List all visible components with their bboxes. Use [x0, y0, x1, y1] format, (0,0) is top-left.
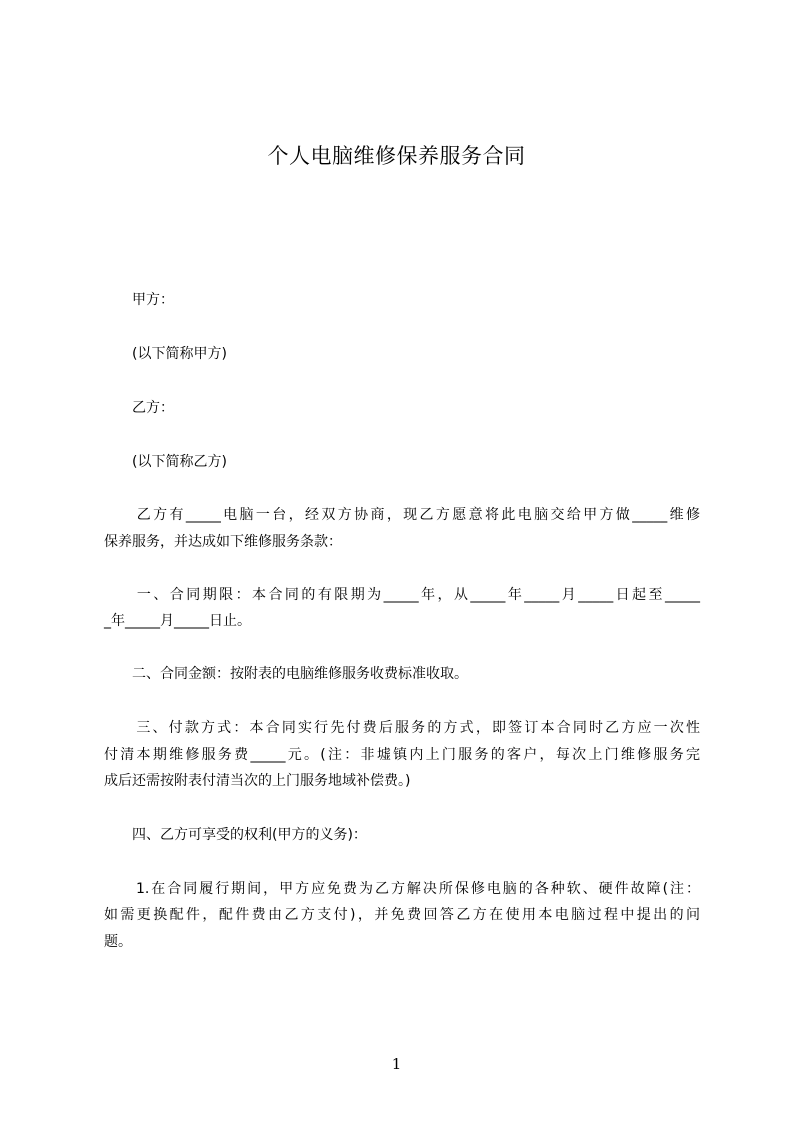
intro-paragraph-line-1: 乙方有_____电脑一台，经双方协商，现乙方愿意将此电脑交给甲方做_____维修	[104, 507, 700, 523]
clause-4-item-1-line-2: 如需更换配件，配件费由乙方支付)，并免费回答乙方在使用本电脑过程中提出的问	[104, 907, 700, 923]
clause-3-line-1: 三、付款方式：本合同实行先付费后服务的方式，即签订本合同时乙方应一次性	[104, 720, 700, 736]
clause-1-line-2: _年_____月_____日止。	[104, 613, 251, 629]
document-title: 个人电脑维修保养服务合同	[267, 144, 526, 168]
clause-4-heading: 四、乙方可享受的权利(甲方的义务)：	[104, 827, 367, 843]
clause-1-line-1: 一、合同期限：本合同的有限期为_____年，从_____年_____月_____日起至_____	[104, 587, 700, 603]
page-number: 1	[391, 1055, 402, 1073]
party-a-alias: (以下简称甲方)	[104, 346, 227, 362]
party-b-label: 乙方：	[104, 400, 174, 416]
clause-4-item-1-line-1: 1.在合同履行期间，甲方应免费为乙方解决所保修电脑的各种软、硬件故障(注：	[104, 881, 700, 897]
party-b-alias: (以下简称乙方)	[104, 454, 227, 470]
clause-2-line-1: 二、合同金额：按附表的电脑维修服务收费标准收取。	[104, 666, 468, 682]
clause-3-line-3: 成后还需按附表付清当次的上门服务地域补偿费。)	[104, 773, 411, 789]
party-a-label: 甲方：	[104, 292, 174, 308]
clause-3-line-2: 付清本期维修服务费_____元。(注：非墟镇内上门服务的客户，每次上门维修服务完	[104, 747, 700, 763]
intro-paragraph-line-2: 保养服务，并达成如下维修服务条款：	[104, 534, 342, 550]
clause-4-item-1-line-3: 题。	[104, 934, 132, 950]
